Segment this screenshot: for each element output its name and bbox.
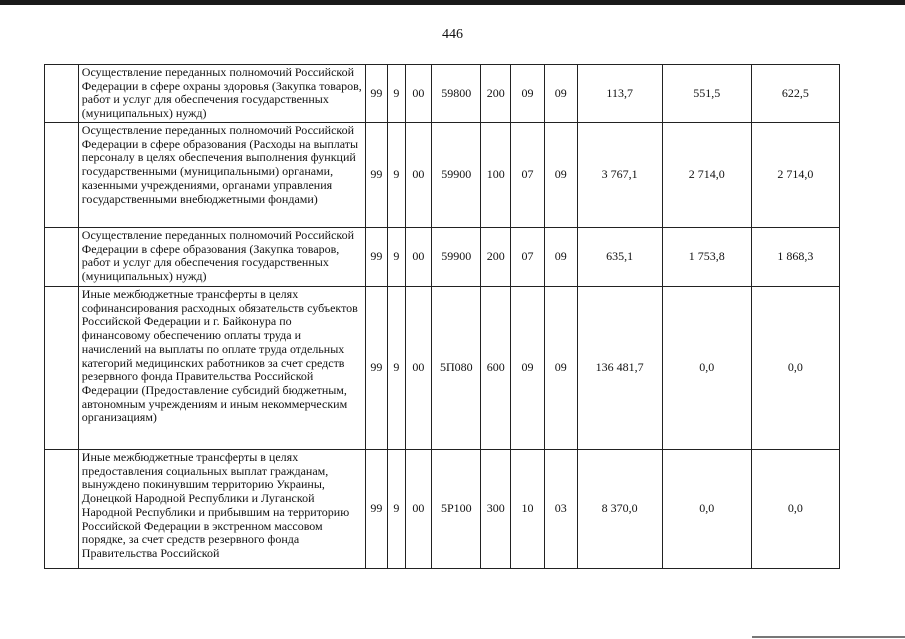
table-row (45, 123, 840, 228)
subsection-cell: 09 (544, 123, 577, 228)
expense-type-cell: 300 (481, 450, 511, 569)
description-cell: Осуществление переданных полномочий Российской Федерации в сфере охраны здоровья (Закупка товаров, работ и услуг для обеспечения государственных (муниципальных) нужд) (78, 65, 365, 123)
group-cell: 00 (405, 123, 432, 228)
program-cell: 99 (365, 287, 388, 450)
amount-2-cell: 1 753,8 (662, 228, 751, 287)
group-cell: 00 (405, 450, 432, 569)
code-cell: 5П080 (432, 287, 481, 450)
amount-3-cell: 622,5 (751, 65, 839, 123)
amount-1-cell: 635,1 (577, 228, 662, 287)
group-cell: 00 (405, 228, 432, 287)
amount-2-cell: 0,0 (662, 450, 751, 569)
subprogram-cell: 9 (388, 287, 405, 450)
description-cell: Осуществление переданных полномочий Российской Федерации в сфере образования (Расходы на выплаты персоналу в целях обеспечения выполнения функций государственными (муниципальными) органами, казенными учреждениями, органами управления государственными внебюджетными фондами) (78, 123, 365, 228)
subprogram-cell: 9 (388, 450, 405, 569)
subsection-cell: 03 (544, 450, 577, 569)
description-cell: Осуществление переданных полномочий Российской Федерации в сфере образования (Закупка товаров, работ и услуг для обеспечения государственных (муниципальных) нужд) (78, 228, 365, 287)
amount-1-cell: 8 370,0 (577, 450, 662, 569)
amount-1-cell: 113,7 (577, 65, 662, 123)
section-cell: 07 (511, 123, 545, 228)
group-cell: 00 (405, 287, 432, 450)
group-cell: 00 (405, 65, 432, 123)
program-cell: 99 (365, 450, 388, 569)
subsection-cell: 09 (544, 287, 577, 450)
budget-table (44, 64, 840, 569)
amount-3-cell: 2 714,0 (751, 123, 839, 228)
expense-type-cell: 200 (481, 65, 511, 123)
table-row (45, 287, 840, 450)
top-border-rule (0, 0, 905, 5)
index-cell (45, 123, 79, 228)
index-cell (45, 65, 79, 123)
index-cell (45, 450, 79, 569)
subsection-cell: 09 (544, 228, 577, 287)
program-cell: 99 (365, 228, 388, 287)
code-cell: 59800 (432, 65, 481, 123)
amount-1-cell: 136 481,7 (577, 287, 662, 450)
amount-1-cell: 3 767,1 (577, 123, 662, 228)
amount-3-cell: 0,0 (751, 450, 839, 569)
index-cell (45, 228, 79, 287)
section-cell: 10 (511, 450, 545, 569)
table-row (45, 228, 840, 287)
expense-type-cell: 100 (481, 123, 511, 228)
section-cell: 09 (511, 287, 545, 450)
expense-type-cell: 600 (481, 287, 511, 450)
program-cell: 99 (365, 65, 388, 123)
subprogram-cell: 9 (388, 228, 405, 287)
index-cell (45, 287, 79, 450)
amount-2-cell: 551,5 (662, 65, 751, 123)
description-cell: Иные межбюджетные трансферты в целях софинансирования расходных обязательств субъектов Российской Федерации и г. Байконура по финансовому обеспечению оплаты труда и начислений на выплаты по оплате труда отдельных категорий медицинских работников за счет средств резервного фонда Правительства Российской Федерации (Предоставление субсидий бюджетным, автономным учреждениям и иным некоммерческим организациям) (78, 287, 365, 450)
subsection-cell: 09 (544, 65, 577, 123)
code-cell: 59900 (432, 228, 481, 287)
subprogram-cell: 9 (388, 65, 405, 123)
expense-type-cell: 200 (481, 228, 511, 287)
section-cell: 07 (511, 228, 545, 287)
table-row (45, 65, 840, 123)
amount-2-cell: 2 714,0 (662, 123, 751, 228)
description-cell: Иные межбюджетные трансферты в целях предоставления социальных выплат гражданам, вынуждено покинувшим территорию Украины, Донецкой Народной Республики и Луганской Народной Республики и прибывшим на территорию Российской Федерации в экстренном массовом порядке, за счет средств резервного фонда Правительства Российской (78, 450, 365, 569)
amount-2-cell: 0,0 (662, 287, 751, 450)
amount-3-cell: 1 868,3 (751, 228, 839, 287)
page-number: 446 (442, 27, 463, 42)
code-cell: 59900 (432, 123, 481, 228)
program-cell: 99 (365, 123, 388, 228)
bottom-scan-mark (752, 636, 905, 638)
table-row (45, 450, 840, 569)
subprogram-cell: 9 (388, 123, 405, 228)
amount-3-cell: 0,0 (751, 287, 839, 450)
code-cell: 5Р100 (432, 450, 481, 569)
section-cell: 09 (511, 65, 545, 123)
